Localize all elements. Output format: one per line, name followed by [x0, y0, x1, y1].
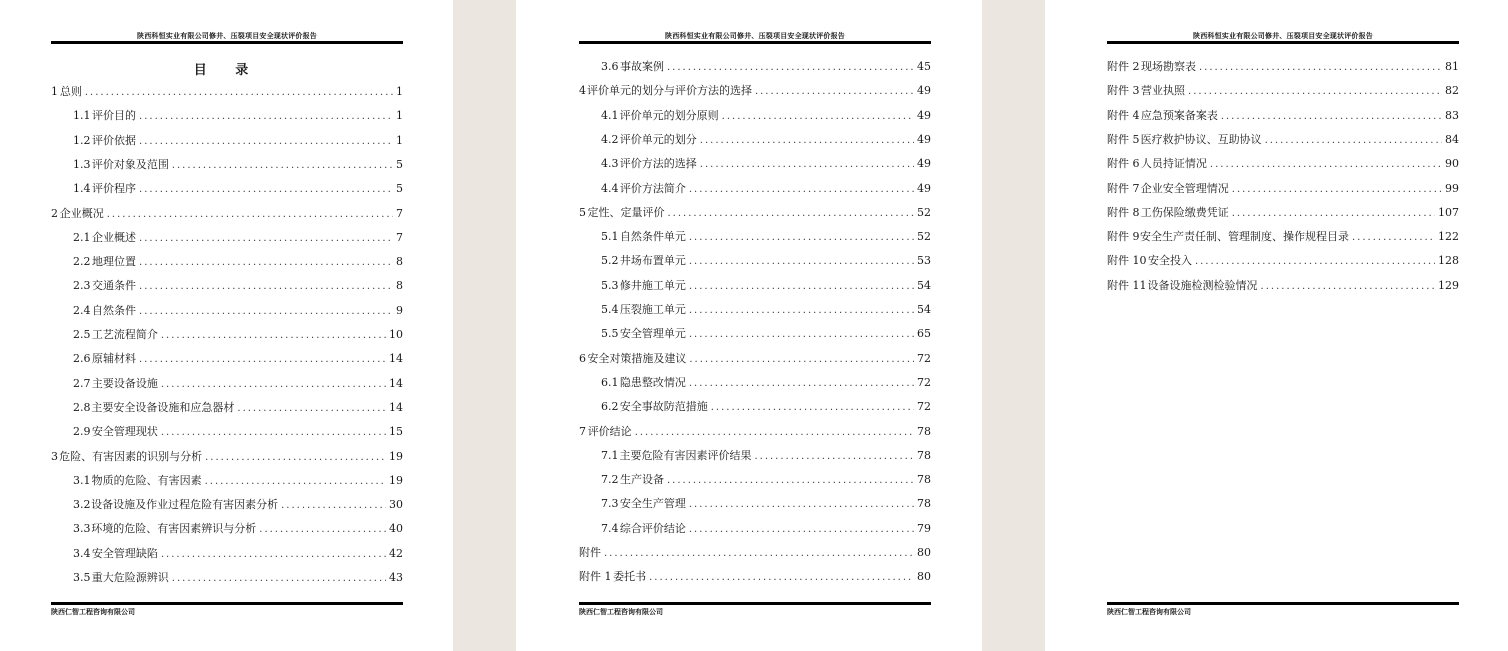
- toc-leader-dots: [139, 232, 393, 246]
- toc-leader-dots: [649, 571, 914, 585]
- toc-leader-dots: [161, 329, 386, 343]
- toc-entry-page-number: 19: [389, 449, 403, 463]
- toc-entry-page-number: 72: [917, 400, 931, 414]
- toc-entry-page-number: 1: [396, 109, 403, 123]
- toc-entry-title: 设备设施及作业过程危险有害因素分析: [91, 498, 279, 512]
- toc-entry-number: 附件 4: [1107, 108, 1140, 122]
- toc-entry-number: 2.9: [73, 425, 91, 439]
- page-footer: 陕西仁智工程咨询有限公司: [1107, 607, 1191, 616]
- toc-entry-page-number: 78: [917, 497, 931, 511]
- toc-leader-dots: [1221, 110, 1442, 124]
- toc-leader-dots: [161, 426, 386, 440]
- toc-entry-page-number: 14: [389, 376, 403, 390]
- toc-entry-number: 附件 8: [1107, 205, 1140, 219]
- toc-entry-number: 附件 10: [1107, 254, 1147, 268]
- toc-entry-title: 企业概述: [92, 230, 137, 244]
- toc-entry-page-number: 1: [396, 133, 403, 147]
- toc-entry-title: 事故案例: [619, 60, 664, 73]
- toc-entry-title: 主要安全设备设施和应急器材: [91, 400, 235, 414]
- toc-entry[interactable]: [51, 377, 403, 391]
- toc-leader-dots: [172, 572, 386, 586]
- toc-entry-number: 4: [579, 84, 586, 98]
- toc-entry-page-number: 78: [917, 473, 931, 487]
- header-rule: [1107, 41, 1459, 44]
- toc-entry-title: 委托书: [613, 570, 647, 584]
- toc-leader-dots: [711, 401, 914, 415]
- toc-entry-number: 5.1: [601, 230, 619, 244]
- toc-entry-title: 应急预案备案表: [1140, 108, 1218, 122]
- toc-leader-dots: [689, 183, 914, 197]
- toc-leader-dots: [85, 86, 393, 100]
- toc-entry-number: 附件 6: [1107, 157, 1140, 171]
- toc-entry-number: 附件 11: [1107, 278, 1147, 292]
- toc-entry-title: 综合评价结论: [619, 521, 686, 535]
- toc-entry-page-number: 90: [1445, 157, 1459, 171]
- toc-entry-page-number: 7: [396, 230, 403, 244]
- toc-leader-dots: [754, 450, 914, 464]
- toc-entry-title: 安全生产管理: [619, 497, 686, 511]
- toc-entry[interactable]: [1107, 60, 1459, 74]
- toc-leader-dots: [689, 328, 914, 342]
- footer-rule: [51, 602, 403, 605]
- toc-leader-dots: [700, 134, 914, 148]
- toc-entry-number: 3.6: [601, 60, 619, 73]
- page-footer: 陕西仁智工程咨询有限公司: [51, 607, 135, 616]
- footer-rule: [1107, 602, 1459, 605]
- toc-entry[interactable]: [51, 522, 403, 536]
- toc-leader-dots: [259, 523, 386, 537]
- toc-entry-number: 1: [51, 85, 58, 98]
- toc-entry-page-number: 84: [1445, 132, 1459, 146]
- toc-entry-number: 6.1: [601, 375, 619, 389]
- toc-entry-number: 3.3: [73, 522, 91, 536]
- toc-entry-page-number: 9: [396, 303, 403, 317]
- toc-entry-page-number: 43: [389, 571, 403, 584]
- toc-entry-title: 工艺流程简介: [91, 328, 158, 341]
- toc-entry-page-number: 49: [917, 108, 931, 122]
- toc-leader-dots: [205, 451, 386, 465]
- toc-entry[interactable]: [579, 182, 931, 196]
- toc-entry-title: 现场勘察表: [1140, 60, 1196, 73]
- toc-entry-page-number: 40: [389, 522, 403, 536]
- toc-entry-page-number: 81: [1445, 60, 1459, 73]
- toc-leader-dots: [107, 208, 393, 222]
- footer-rule: [579, 602, 931, 605]
- toc-entry[interactable]: [579, 84, 931, 98]
- toc-entry-page-number: 42: [389, 546, 403, 560]
- toc-entry-page-number: 14: [389, 400, 403, 414]
- toc-leader-dots: [689, 280, 914, 294]
- toc-entry-page-number: 128: [1438, 254, 1459, 268]
- toc-leader-dots: [635, 426, 914, 440]
- toc-entry-page-number: 80: [917, 570, 931, 584]
- toc-entry-page-number: 45: [917, 60, 931, 73]
- toc-entry[interactable]: [579, 570, 931, 584]
- toc-entry-page-number: 80: [917, 546, 931, 559]
- toc-entry-title: 评价单元的划分原则: [619, 108, 719, 122]
- toc-leader-dots: [689, 498, 914, 512]
- toc-entry[interactable]: [579, 206, 931, 220]
- toc-entry-number: 7.2: [601, 473, 619, 487]
- toc-entry-number: 附件 9: [1107, 230, 1140, 244]
- toc-entry-number: 2.8: [73, 400, 91, 414]
- toc-entry-title: 工伤保险缴费凭证: [1140, 205, 1229, 219]
- toc-entry-page-number: 129: [1438, 278, 1459, 292]
- toc-entry[interactable]: [579, 327, 931, 341]
- toc-entry-page-number: 49: [917, 132, 931, 146]
- toc-entry-number: 1.2: [73, 133, 91, 147]
- toc-entry-title: 交通条件: [92, 279, 137, 293]
- toc-entry[interactable]: [1107, 182, 1459, 196]
- toc-entry[interactable]: [51, 85, 403, 99]
- toc-leader-dots: [689, 304, 914, 318]
- toc-entry-title: 主要危险有害因素评价结果: [619, 448, 752, 462]
- toc-leader-dots: [755, 85, 914, 99]
- toc-entry[interactable]: [579, 157, 931, 171]
- toc-entry-page-number: 53: [917, 254, 931, 268]
- toc-leader-dots: [139, 183, 393, 197]
- toc-entry-title: 自然条件: [92, 303, 137, 317]
- toc-entry[interactable]: [51, 304, 403, 318]
- toc-entry-number: 附件 1: [579, 570, 612, 584]
- page-gap-1: [453, 0, 516, 651]
- toc-entry-number: 3.5: [73, 571, 91, 584]
- document-page-1: [51, 0, 403, 651]
- toc-entry[interactable]: [1107, 254, 1459, 268]
- header-rule: [579, 41, 931, 44]
- toc-entry-title: 评价单元的划分: [619, 132, 697, 146]
- page-header: 陕西科恒实业有限公司修井、压裂项目安全现状评价报告: [665, 31, 845, 40]
- toc-leader-dots: [1261, 280, 1435, 294]
- toc-leader-dots: [139, 135, 393, 149]
- toc-entry-number: 5.3: [601, 278, 619, 292]
- toc-entry-page-number: 5: [396, 157, 403, 171]
- toc-entry-title: 物质的危险、有害因素: [91, 473, 202, 487]
- toc-entry[interactable]: [579, 279, 931, 293]
- toc-entry-number: 3.4: [73, 546, 91, 560]
- toc-leader-dots: [689, 377, 914, 391]
- toc-entry-number: 7: [579, 424, 586, 438]
- toc-entry-title: 评价对象及范围: [91, 157, 169, 171]
- toc-entry-number: 附件 7: [1107, 181, 1140, 195]
- toc-entry-title: 修井施工单元: [619, 278, 686, 292]
- toc-leader-dots: [689, 523, 914, 537]
- toc-entry-number: 1.3: [73, 157, 91, 171]
- toc-leader-dots: [1210, 158, 1442, 172]
- toc-entry[interactable]: [579, 449, 931, 463]
- toc-leader-dots: [1188, 85, 1442, 99]
- toc-entry-number: 5.5: [601, 327, 619, 341]
- toc-entry-title: 营业执照: [1141, 84, 1186, 98]
- toc-entry-title: 总则: [59, 85, 82, 98]
- toc-entry-page-number: 52: [917, 205, 931, 219]
- toc-entry-page-number: 82: [1445, 84, 1459, 98]
- toc-entry[interactable]: [579, 352, 931, 366]
- toc-entry-number: 附件 3: [1107, 84, 1140, 98]
- toc-leader-dots: [161, 378, 386, 392]
- toc-leader-dots: [1199, 61, 1442, 75]
- toc-entry-page-number: 7: [396, 206, 403, 220]
- toc-entry-title: 附件: [579, 546, 601, 559]
- toc-entry[interactable]: [51, 401, 403, 415]
- page-header: 陕西科恒实业有限公司修井、压裂项目安全现状评价报告: [1193, 31, 1373, 40]
- toc-leader-dots: [689, 231, 914, 245]
- toc-entry-page-number: 99: [1445, 181, 1459, 195]
- toc-entry[interactable]: [579, 425, 931, 439]
- toc-leader-dots: [689, 255, 914, 269]
- toc-entry-title: 评价程序: [92, 182, 137, 196]
- toc-entry-title: 安全管理现状: [91, 425, 158, 439]
- toc-entry-number: 4.1: [601, 108, 619, 122]
- toc-entry-number: 附件 2: [1107, 60, 1140, 73]
- toc-entry-title: 评价方法的选择: [619, 157, 697, 171]
- toc-entry-number: 7.1: [601, 448, 619, 462]
- toc-entry-number: 2.5: [73, 328, 91, 341]
- toc-leader-dots: [161, 548, 386, 562]
- toc-entry-page-number: 15: [389, 425, 403, 439]
- toc-entry-number: 附件 5: [1107, 132, 1140, 146]
- toc-entry-number: 2.6: [73, 352, 91, 366]
- toc-entry-title: 环境的危险、有害因素辨识与分析: [91, 522, 257, 536]
- toc-entry[interactable]: [51, 207, 403, 221]
- toc-entry-number: 2.1: [73, 230, 91, 244]
- toc-entry-title: 安全管理缺陷: [91, 546, 158, 560]
- toc-entry-page-number: 78: [917, 424, 931, 438]
- toc-entry-number: 5: [579, 205, 586, 219]
- toc-entry-title: 重大危险源辨识: [91, 571, 169, 584]
- toc-entry[interactable]: [579, 400, 931, 414]
- toc-entry-page-number: 107: [1438, 205, 1459, 219]
- toc-leader-dots: [139, 280, 393, 294]
- toc-leader-dots: [604, 547, 914, 561]
- toc-entry-page-number: 30: [388, 498, 403, 512]
- toc-entry-number: 4.4: [601, 181, 619, 195]
- toc-leader-dots: [281, 499, 386, 513]
- toc-leader-dots: [139, 305, 393, 319]
- toc-entry-title: 评价单元的划分与评价方法的选择: [586, 84, 752, 98]
- toc-entry-number: 6.2: [601, 400, 619, 414]
- toc-entry[interactable]: [51, 328, 403, 342]
- toc-entry-title: 企业安全管理情况: [1140, 181, 1229, 195]
- toc-entry[interactable]: [1107, 109, 1459, 123]
- toc-entry-number: 3: [51, 449, 58, 463]
- toc-entry-page-number: 14: [389, 352, 403, 366]
- toc-entry[interactable]: [579, 473, 931, 487]
- toc-entry[interactable]: [51, 498, 403, 512]
- page-header: 陕西科恒实业有限公司修井、压裂项目安全现状评价报告: [137, 31, 317, 40]
- header-rule: [51, 41, 403, 44]
- toc-entry-page-number: 72: [917, 351, 931, 365]
- toc-entry-title: 安全生产责任制、管理制度、操作规程目录: [1140, 230, 1349, 244]
- toc-entry-number: 1.1: [73, 109, 91, 123]
- toc-entry-title: 定性、定量评价: [587, 205, 665, 219]
- toc-entry-page-number: 8: [396, 279, 403, 293]
- toc-leader-dots: [1352, 231, 1435, 245]
- toc-entry-number: 3.2: [73, 498, 91, 512]
- toc-entry-title: 主要设备设施: [91, 376, 158, 390]
- toc-entry[interactable]: [51, 425, 403, 439]
- toc-entry-page-number: 54: [917, 278, 931, 292]
- toc-leader-dots: [1232, 207, 1435, 221]
- toc-entry-title: 原辅材料: [91, 352, 136, 366]
- toc-entry-number: 2.2: [73, 255, 91, 269]
- toc-entry-page-number: 19: [389, 473, 403, 487]
- toc-entry-number: 6: [579, 351, 586, 365]
- toc-entry[interactable]: [579, 546, 931, 560]
- toc-entry-number: 2.3: [73, 279, 91, 293]
- toc-entry-page-number: 72: [917, 375, 931, 389]
- toc-entry[interactable]: [1107, 133, 1459, 147]
- toc-entry-page-number: 78: [917, 448, 931, 462]
- toc-leader-dots: [667, 474, 914, 488]
- toc-leader-dots: [172, 159, 393, 173]
- toc-entry-page-number: 1: [396, 85, 403, 98]
- page-footer: 陕西仁智工程咨询有限公司: [579, 607, 663, 616]
- toc-leader-dots: [1265, 134, 1442, 148]
- toc-entry[interactable]: [579, 109, 931, 123]
- toc-entry-title: 井场布置单元: [619, 254, 686, 268]
- toc-entry[interactable]: [51, 474, 403, 488]
- toc-entry-page-number: 65: [917, 327, 931, 341]
- toc-entry[interactable]: [51, 231, 403, 245]
- toc-entry[interactable]: [51, 547, 403, 561]
- toc-entry-title: 自然条件单元: [619, 230, 686, 244]
- toc-leader-dots: [667, 61, 914, 75]
- toc-entry-title: 评价依据: [92, 133, 137, 147]
- toc-entry-title: 医疗救护协议、互助协议: [1140, 132, 1262, 146]
- toc-entry-page-number: 8: [396, 255, 403, 269]
- toc-entry-page-number: 52: [917, 230, 931, 244]
- toc-entry[interactable]: [51, 134, 403, 148]
- toc-entry[interactable]: [579, 133, 931, 147]
- toc-entry[interactable]: [51, 352, 403, 366]
- page-gap-2: [982, 0, 1045, 651]
- toc-entry[interactable]: [579, 522, 931, 536]
- toc-entry-title: 设备设施检测检验情况: [1147, 278, 1258, 292]
- toc-entry-title: 安全事故防范措施: [619, 400, 708, 414]
- toc-entry[interactable]: [579, 303, 931, 317]
- toc-entry-title: 危险、有害因素的识别与分析: [59, 449, 203, 463]
- toc-entry-title: 企业概况: [59, 206, 104, 220]
- toc-entry-number: 7.3: [601, 497, 619, 511]
- toc-entry[interactable]: [51, 571, 403, 585]
- toc-entry[interactable]: [1107, 84, 1459, 98]
- toc-entry[interactable]: [579, 60, 931, 74]
- toc-entry[interactable]: [51, 109, 403, 123]
- toc-entry-title: 安全管理单元: [619, 327, 686, 341]
- toc-entry[interactable]: [1107, 157, 1459, 171]
- toc-leader-dots: [1195, 255, 1435, 269]
- toc-leader-dots: [689, 353, 914, 367]
- toc-leader-dots: [700, 158, 914, 172]
- toc-entry-title: 安全投入: [1147, 254, 1192, 268]
- toc-entry-title: 评价目的: [92, 109, 137, 123]
- toc-entry-page-number: 49: [917, 181, 931, 195]
- toc-entry-page-number: 10: [389, 328, 403, 341]
- toc-entry-page-number: 49: [917, 84, 931, 98]
- toc-entry[interactable]: [51, 158, 403, 172]
- toc-entry[interactable]: [51, 255, 403, 269]
- toc-entry-page-number: 49: [917, 157, 931, 171]
- document-page-2: [579, 0, 931, 651]
- toc-entry-number: 4.2: [601, 132, 619, 146]
- toc-entry[interactable]: [51, 279, 403, 293]
- toc-entry[interactable]: [579, 376, 931, 390]
- toc-entry-page-number: 54: [917, 303, 931, 316]
- toc-entry-page-number: 79: [917, 521, 931, 535]
- toc-entry-title: 隐患整改情况: [619, 375, 686, 389]
- toc-leader-dots: [205, 475, 386, 489]
- toc-entry-number: 7.4: [601, 521, 619, 535]
- toc-leader-dots: [1232, 183, 1442, 197]
- toc-entry[interactable]: [1107, 206, 1459, 220]
- toc-entry-page-number: 83: [1445, 108, 1459, 122]
- toc-entry[interactable]: [51, 182, 403, 196]
- toc-entry-number: 4.3: [601, 157, 619, 171]
- toc-entry-number: 5.2: [601, 254, 619, 268]
- toc-leader-dots: [722, 110, 914, 124]
- toc-leader-dots: [667, 207, 914, 221]
- toc-entry-number: 5.4: [601, 303, 619, 316]
- toc-entry-title: 评价方法简介: [619, 181, 686, 195]
- toc-leader-dots: [139, 353, 386, 367]
- toc-entry[interactable]: [1107, 279, 1459, 293]
- toc-entry-number: 2.7: [73, 376, 91, 390]
- toc-entry-title: 安全对策措施及建议: [587, 351, 687, 365]
- document-page-3: [1107, 0, 1459, 651]
- toc-entry-title: 地理位置: [92, 255, 137, 269]
- toc-entry-number: 3.1: [73, 473, 91, 487]
- toc-leader-dots: [139, 110, 393, 124]
- toc-entry-title: 压裂施工单元: [619, 303, 686, 316]
- toc-entry-number: 2: [51, 206, 58, 220]
- toc-entry[interactable]: [1107, 230, 1459, 244]
- toc-entry-title: 评价结论: [587, 424, 632, 438]
- toc-entry-page-number: 5: [396, 182, 403, 196]
- toc-entry-title: 人员持证情况: [1140, 157, 1207, 171]
- toc-leader-dots: [237, 402, 386, 416]
- toc-entry[interactable]: [579, 230, 931, 244]
- toc-entry-title: 生产设备: [619, 473, 664, 487]
- toc-entry-page-number: 122: [1438, 230, 1459, 244]
- toc-entry-number: 1.4: [73, 182, 91, 196]
- toc-entry[interactable]: [51, 450, 403, 464]
- toc-entry[interactable]: [579, 254, 931, 268]
- toc-leader-dots: [139, 256, 393, 270]
- toc-entry[interactable]: [579, 497, 931, 511]
- toc-entry-number: 2.4: [73, 303, 91, 317]
- toc-title: 目 录: [193, 63, 261, 78]
